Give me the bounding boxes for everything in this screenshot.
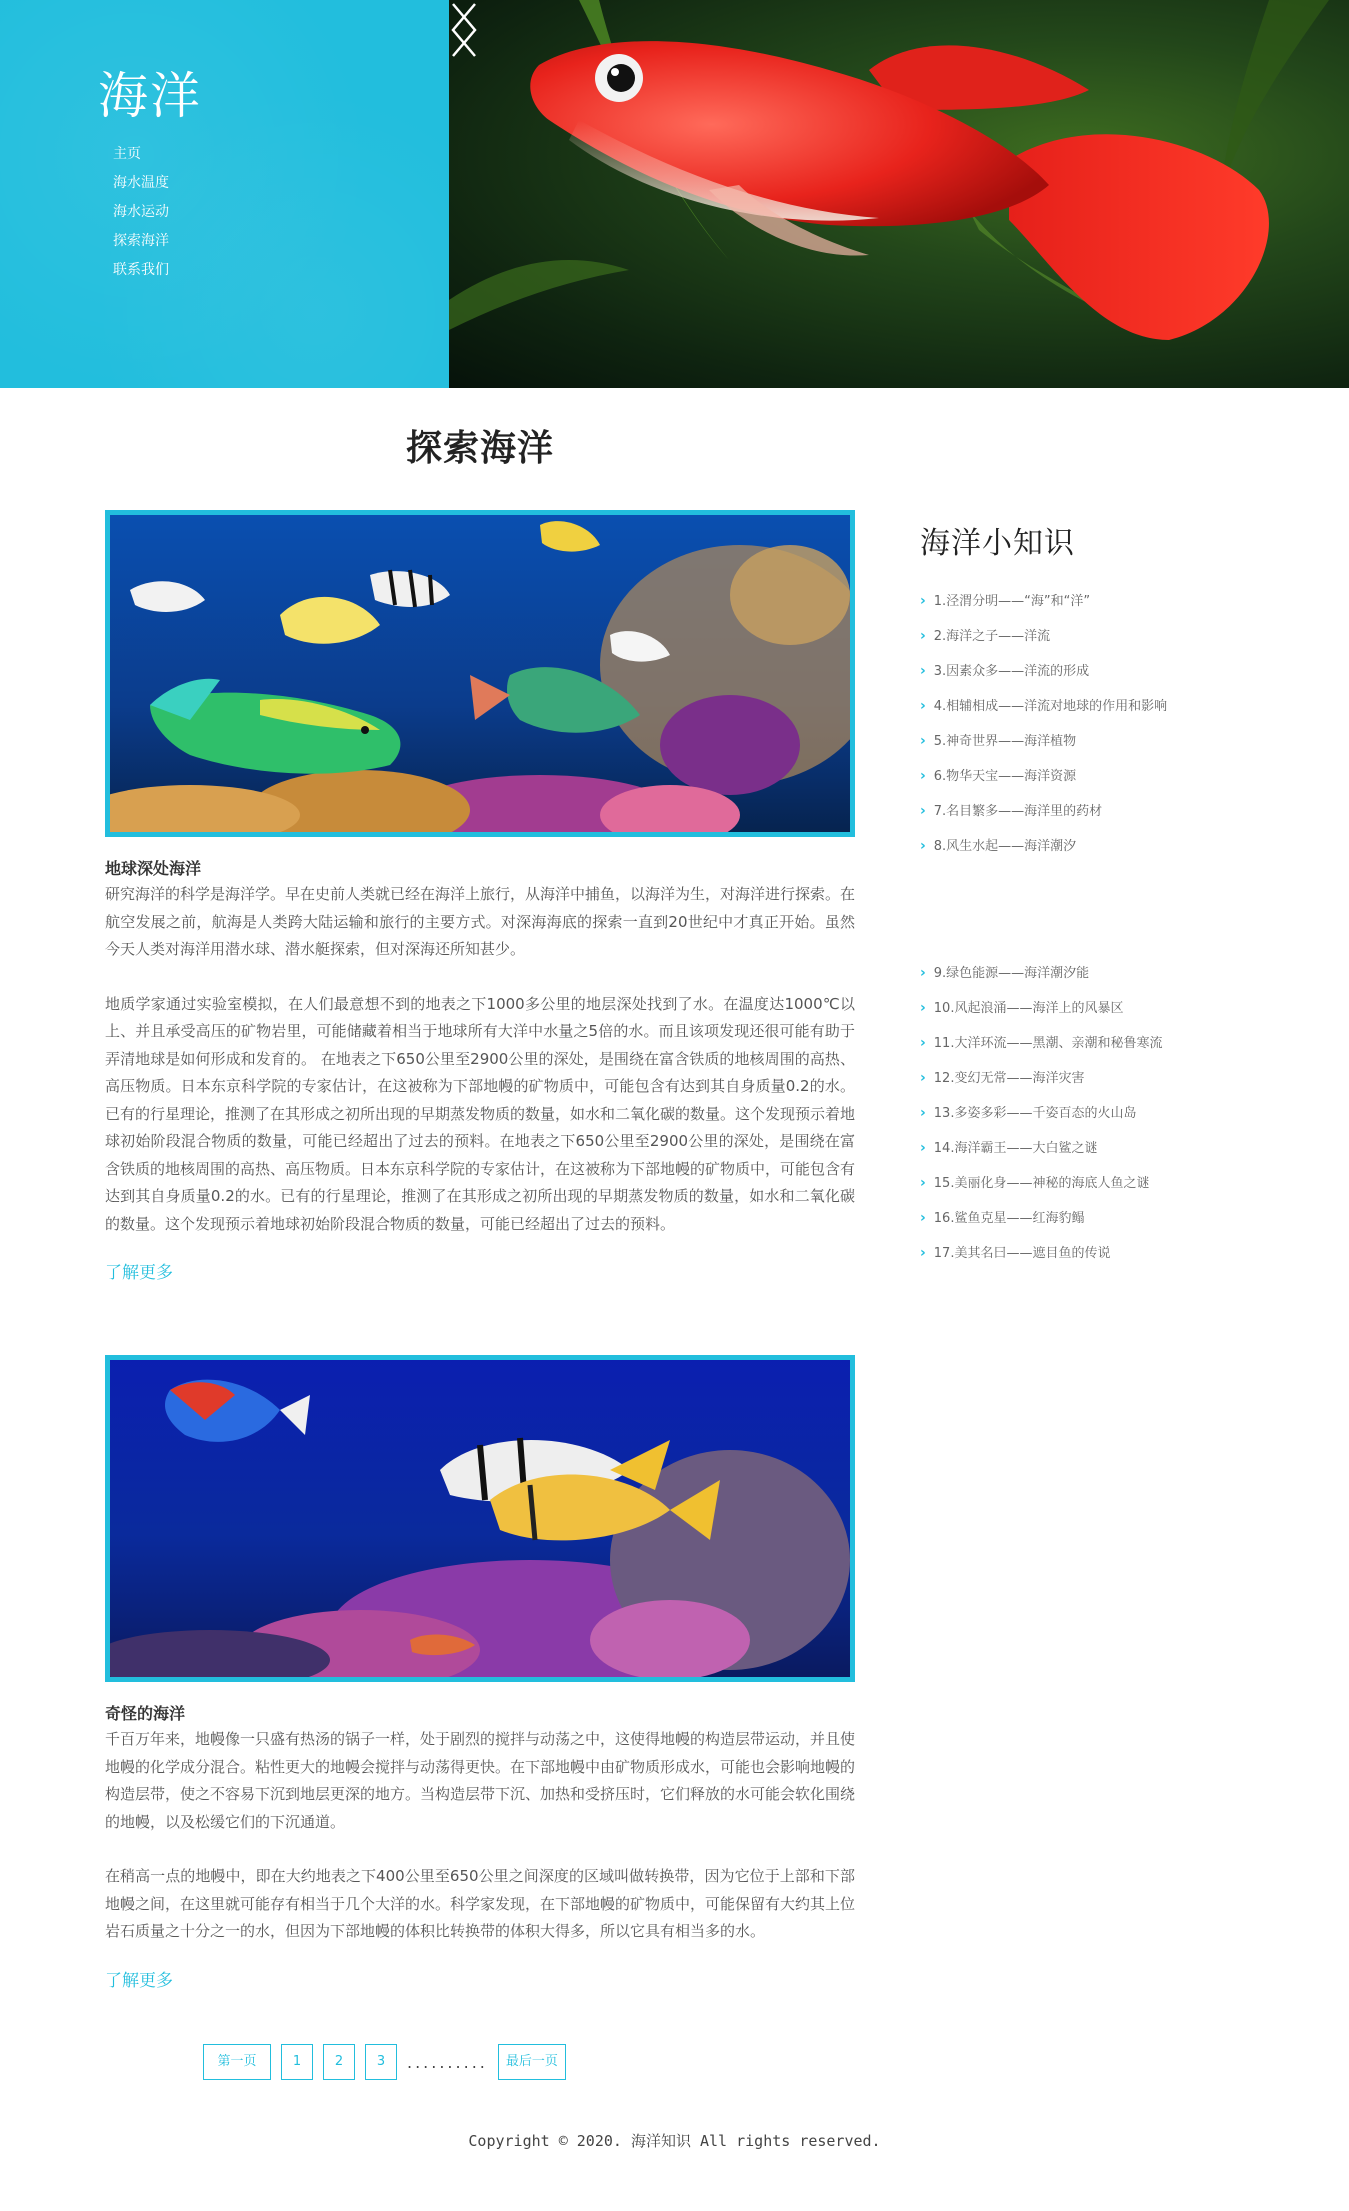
article-card bbox=[105, 1355, 855, 1991]
tip-label: 5.神奇世界——海洋植物 bbox=[933, 734, 1077, 749]
article-heading: 地球深处海洋 bbox=[105, 859, 202, 878]
footer-copyright: Copyright © 2020. 海洋知识 All rights reserved. bbox=[468, 2132, 881, 2150]
nav-item-sea-motion[interactable]: 海水运动 bbox=[113, 204, 169, 220]
chevron-right-icon: › bbox=[920, 1105, 926, 1121]
coral-reef-image bbox=[110, 515, 850, 832]
article-heading: 奇怪的海洋 bbox=[105, 1704, 186, 1723]
hero-slider bbox=[449, 0, 1349, 388]
tips-list bbox=[920, 956, 1320, 1271]
sidebar-title: 海洋小知识 bbox=[920, 526, 1075, 561]
chevron-right-icon: › bbox=[920, 628, 926, 644]
first-page-button[interactable]: 第一页 bbox=[203, 2044, 271, 2080]
tip-label: 3.因素众多——洋流的形成 bbox=[933, 664, 1090, 679]
read-more-link[interactable]: 了解更多 bbox=[105, 1263, 173, 1283]
chevron-right-icon: › bbox=[920, 698, 926, 714]
pagination-ellipsis: .......... bbox=[407, 2052, 488, 2072]
read-more-link[interactable]: 了解更多 bbox=[105, 1970, 173, 1991]
last-page-button[interactable]: 最后一页 bbox=[498, 2044, 566, 2080]
tip-item[interactable] bbox=[920, 1131, 1320, 1166]
chevron-right-icon: › bbox=[920, 593, 926, 609]
tip-item[interactable] bbox=[920, 1201, 1320, 1236]
hero-fish-image bbox=[449, 0, 1349, 388]
tip-item[interactable] bbox=[920, 619, 1320, 654]
tip-label: 10.风起浪涌——海洋上的风暴区 bbox=[933, 1001, 1124, 1016]
main-nav bbox=[113, 140, 169, 285]
tip-item[interactable] bbox=[920, 1061, 1320, 1096]
tip-item[interactable] bbox=[920, 1096, 1320, 1131]
tip-item[interactable] bbox=[920, 829, 1320, 864]
chevron-right-icon: › bbox=[920, 1140, 926, 1156]
chevron-right-icon: › bbox=[920, 965, 926, 981]
page-1-button[interactable]: 1 bbox=[281, 2044, 313, 2080]
tip-label: 16.鲨鱼克星——红海豹鳎 bbox=[933, 1211, 1085, 1226]
pagination bbox=[203, 2044, 576, 2080]
chevron-right-icon: › bbox=[920, 1035, 926, 1051]
site-header bbox=[0, 0, 1349, 388]
tip-label: 6.物华天宝——海洋资源 bbox=[933, 769, 1077, 784]
tip-item[interactable] bbox=[920, 1026, 1320, 1061]
chevron-right-icon: › bbox=[920, 838, 926, 854]
tip-label: 15.美丽化身——神秘的海底人鱼之谜 bbox=[933, 1176, 1150, 1191]
page-3-button[interactable]: 3 bbox=[365, 2044, 397, 2080]
chevron-right-icon: › bbox=[920, 1000, 926, 1016]
tip-label: 14.海洋霸王——大白鲨之谜 bbox=[933, 1141, 1098, 1156]
tip-label: 12.变幻无常——海洋灾害 bbox=[933, 1071, 1085, 1086]
tip-label: 9.绿色能源——海洋潮汐能 bbox=[933, 966, 1090, 981]
article-image-coral-reef[interactable] bbox=[105, 510, 855, 837]
tip-label: 11.大洋环流——黑潮、亲潮和秘鲁寒流 bbox=[933, 1036, 1163, 1051]
tip-label: 7.名目繁多——海洋里的药材 bbox=[933, 804, 1103, 819]
tip-label: 2.海洋之子——洋流 bbox=[933, 629, 1051, 644]
tip-item[interactable] bbox=[920, 1166, 1320, 1201]
tip-item[interactable] bbox=[920, 689, 1320, 724]
tip-label: 8.风生水起——海洋潮汐 bbox=[933, 839, 1077, 854]
article-paragraph: 千百万年来，地幔像一只盛有热汤的锅子一样，处于剧烈的搅拌与动荡之中，这使得地幔的构造层带运动，并且使地幔的化学成分混合。粘性更大的地幔会搅拌与动荡得更快。在下部地幔中由矿物质形成水，可能也会影响地幔的构造层带，使之不容易下沉到地层更深的地方。当构造层带下沉、加热和受挤压时，它们释放的水可能会软化围绕的地幔，以及松缓它们的下沉通道。 bbox=[105, 1730, 856, 1831]
chevron-right-icon: › bbox=[920, 1245, 926, 1261]
chevron-right-icon: › bbox=[920, 1210, 926, 1226]
nav-item-sea-temperature[interactable]: 海水温度 bbox=[113, 175, 169, 191]
nav-item-explore-ocean[interactable]: 探索海洋 bbox=[113, 233, 169, 249]
tips-list bbox=[920, 584, 1320, 864]
nav-item-contact[interactable]: 联系我们 bbox=[113, 262, 169, 278]
chevron-right-icon: › bbox=[920, 663, 926, 679]
page-2-button[interactable]: 2 bbox=[323, 2044, 355, 2080]
tropical-fish-image bbox=[110, 1360, 850, 1677]
sidebar-ocean-tips bbox=[920, 518, 1320, 1271]
chevron-right-icon: › bbox=[920, 768, 926, 784]
brand-panel bbox=[0, 0, 449, 388]
chevron-right-icon: › bbox=[920, 803, 926, 819]
chevron-right-icon: › bbox=[920, 1070, 926, 1086]
chevron-right-icon: › bbox=[920, 733, 926, 749]
article-paragraph: 在稍高一点的地幔中，即在大约地表之下400公里至650公里之间深度的区域叫做转换带，因为它位于上部和下部地幔之间，在这里就可能存有相当于几个大洋的水。科学家发现，在下部地幔的矿物质中，可能保留有大约其上位岩石质量之十分之一的水，但因为下部地幔的体积比转换带的体积大得多，所以它具有相当多的水。 bbox=[105, 1867, 856, 1940]
article-paragraph: 地质学家通过实验室模拟，在人们最意想不到的地表之下1000多公里的地层深处找到了水。在温度达1000℃以上、并且承受高压的矿物岩里，可能储藏着相当于地球所有大洋中水量之5倍的水。而且该项发现还很可能有助于弄清地球是如何形成和发育的。 在地表之下650公里至2900公里的深处，是围绕在富含铁质的地核周围的高热、高压物质。日本东京科学院的专家估计，在这被称为下部地幔的矿物质中，可能包含有达到其自身质量0.2的水。已有的行星理论，推测了在其形成之初所出现的早期蒸发物质的数量，如水和二氧化碳的数量。这个发现预示着地球初始阶段混合物质的数量，可能已经超出了过去的预料。在地表之下650公里至2900公里的深处，是围绕在富含铁质的地核周围的高热、高压物质。日本东京科学院的专家估计，在这被称为下部地幔的矿物质中，可能包含有达到其自身质量0.2的水。已有的行星理论，推测了在其形成之初所出现的早期蒸发物质的数量，如水和二氧化碳的数量。这个发现预示着地球初始阶段混合物质的数量，可能已经超出了过去的预料。 bbox=[105, 994, 856, 1233]
site-logo[interactable]: 海洋 bbox=[98, 67, 202, 125]
tip-label: 17.美其名曰——遮目鱼的传说 bbox=[933, 1246, 1111, 1261]
tip-item[interactable] bbox=[920, 956, 1320, 991]
article-paragraph: 研究海洋的科学是海洋学。早在史前人类就已经在海洋上旅行，从海洋中捕鱼，以海洋为生，对海洋进行探索。在航空发展之前，航海是人类跨大陆运输和旅行的主要方式。对深海海底的探索一直到20世纪中才真正开始。虽然今天人类对海洋用潜水球、潜水艇探索，但对深海还所知甚少。 bbox=[105, 885, 856, 958]
tip-item[interactable] bbox=[920, 584, 1320, 619]
page-title: 探索海洋 bbox=[405, 427, 554, 469]
slider-next-icon[interactable] bbox=[449, 0, 479, 60]
chevron-right-icon: › bbox=[920, 1175, 926, 1191]
tip-item[interactable] bbox=[920, 759, 1320, 794]
tip-label: 4.相辅相成——洋流对地球的作用和影响 bbox=[933, 699, 1168, 714]
article-image-tropical-fish[interactable] bbox=[105, 1355, 855, 1682]
tip-label: 13.多姿多彩——千姿百态的火山岛 bbox=[933, 1106, 1137, 1121]
tip-item[interactable] bbox=[920, 1236, 1320, 1271]
article-card bbox=[105, 510, 855, 1283]
tip-item[interactable] bbox=[920, 654, 1320, 689]
tip-item[interactable] bbox=[920, 724, 1320, 759]
nav-item-home[interactable]: 主页 bbox=[113, 146, 141, 162]
tip-item[interactable] bbox=[920, 991, 1320, 1026]
tip-item[interactable] bbox=[920, 794, 1320, 829]
tip-label: 1.泾渭分明——“海”和“洋” bbox=[933, 594, 1091, 609]
